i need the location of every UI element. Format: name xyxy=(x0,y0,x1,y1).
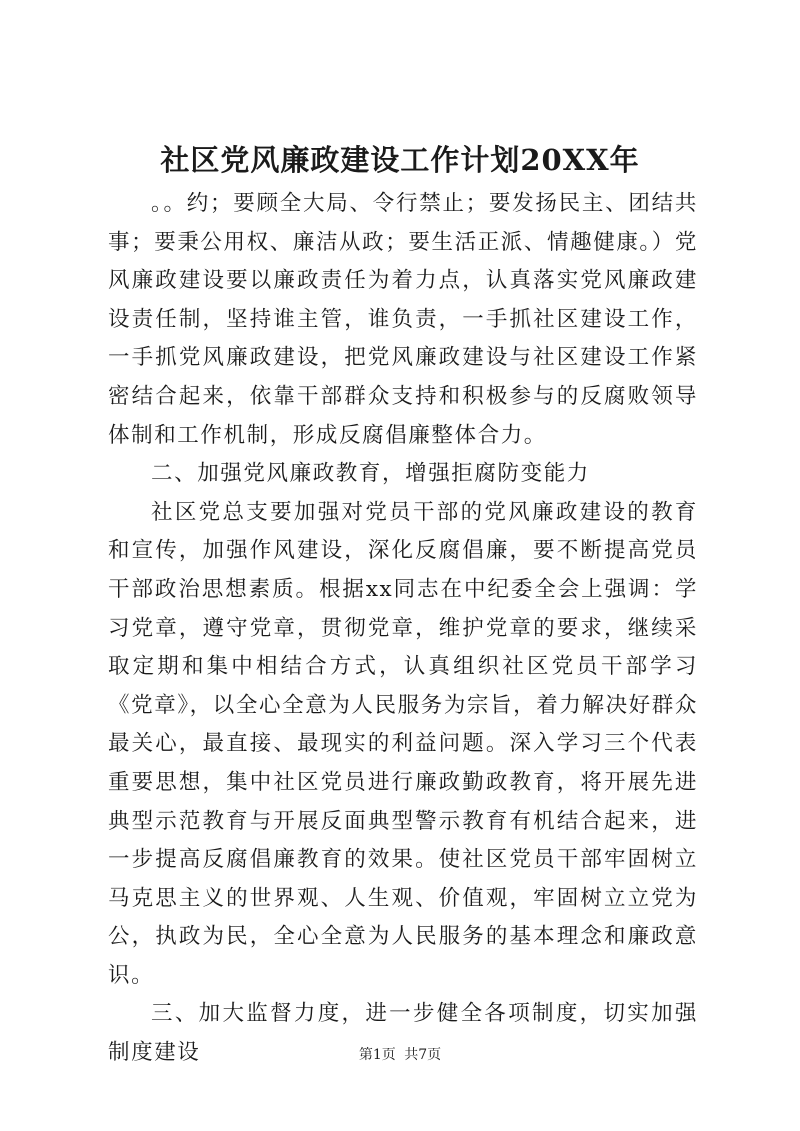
paragraph: 。。约；要顾全大局、令行禁止；要发扬民主、团结共事；要秉公用权、廉洁从政；要生活正派、情趣健康。）党风廉政建设要以廉政责任为着力点，认真落实党风廉政建设责任制，坚持谁主管，谁负责，一手抓社区建设工作，一手抓党风廉政建设，把党风廉政建设与社区建设工作紧密结合起来，依靠干部群众支持和积极参与的反腐败领导体制和工作机制，形成反腐倡廉整体合力。 xyxy=(108,191,698,448)
document-body xyxy=(108,185,698,1073)
document-title: 社区党风廉政建设工作计划20XX年 xyxy=(160,143,640,177)
section-heading: 三、加大监督力度，进一步健全各项制度，切实加强制度建设 xyxy=(108,1001,698,1066)
section-heading: 二、加强党风廉政教育，增强拒腐防变能力 xyxy=(151,461,590,487)
page-number-footer: 第1页 共7页 xyxy=(358,1047,442,1063)
paragraph: 社区党总支要加强对党员干部的党风廉政建设的教育和宣传，加强作风建设，深化反腐倡廉，要不断提高党员干部政治思想素质。根据xx同志在中纪委全会上强调：学习党章，遵守党章，贯彻党章，维护党章的要求，继续采取定期和集中相结合方式，认真组织社区党员干部学习《党章》，以全心全意为人民服务为宗旨，着力解决好群众最关心，最直接、最现实的利益问题。深入学习三个代表重要思想，集中社区党员进行廉政勤政教育，将开展先进典型示范教育与开展反面典型警示教育有机结合起来，进一步提高反腐倡廉教育的效果。使社区党员干部牢固树立马克思主义的世界观、人生观、价值观，牢固树立立党为公，执政为民，全心全意为人民服务的基本理念和廉政意识。 xyxy=(108,499,698,988)
